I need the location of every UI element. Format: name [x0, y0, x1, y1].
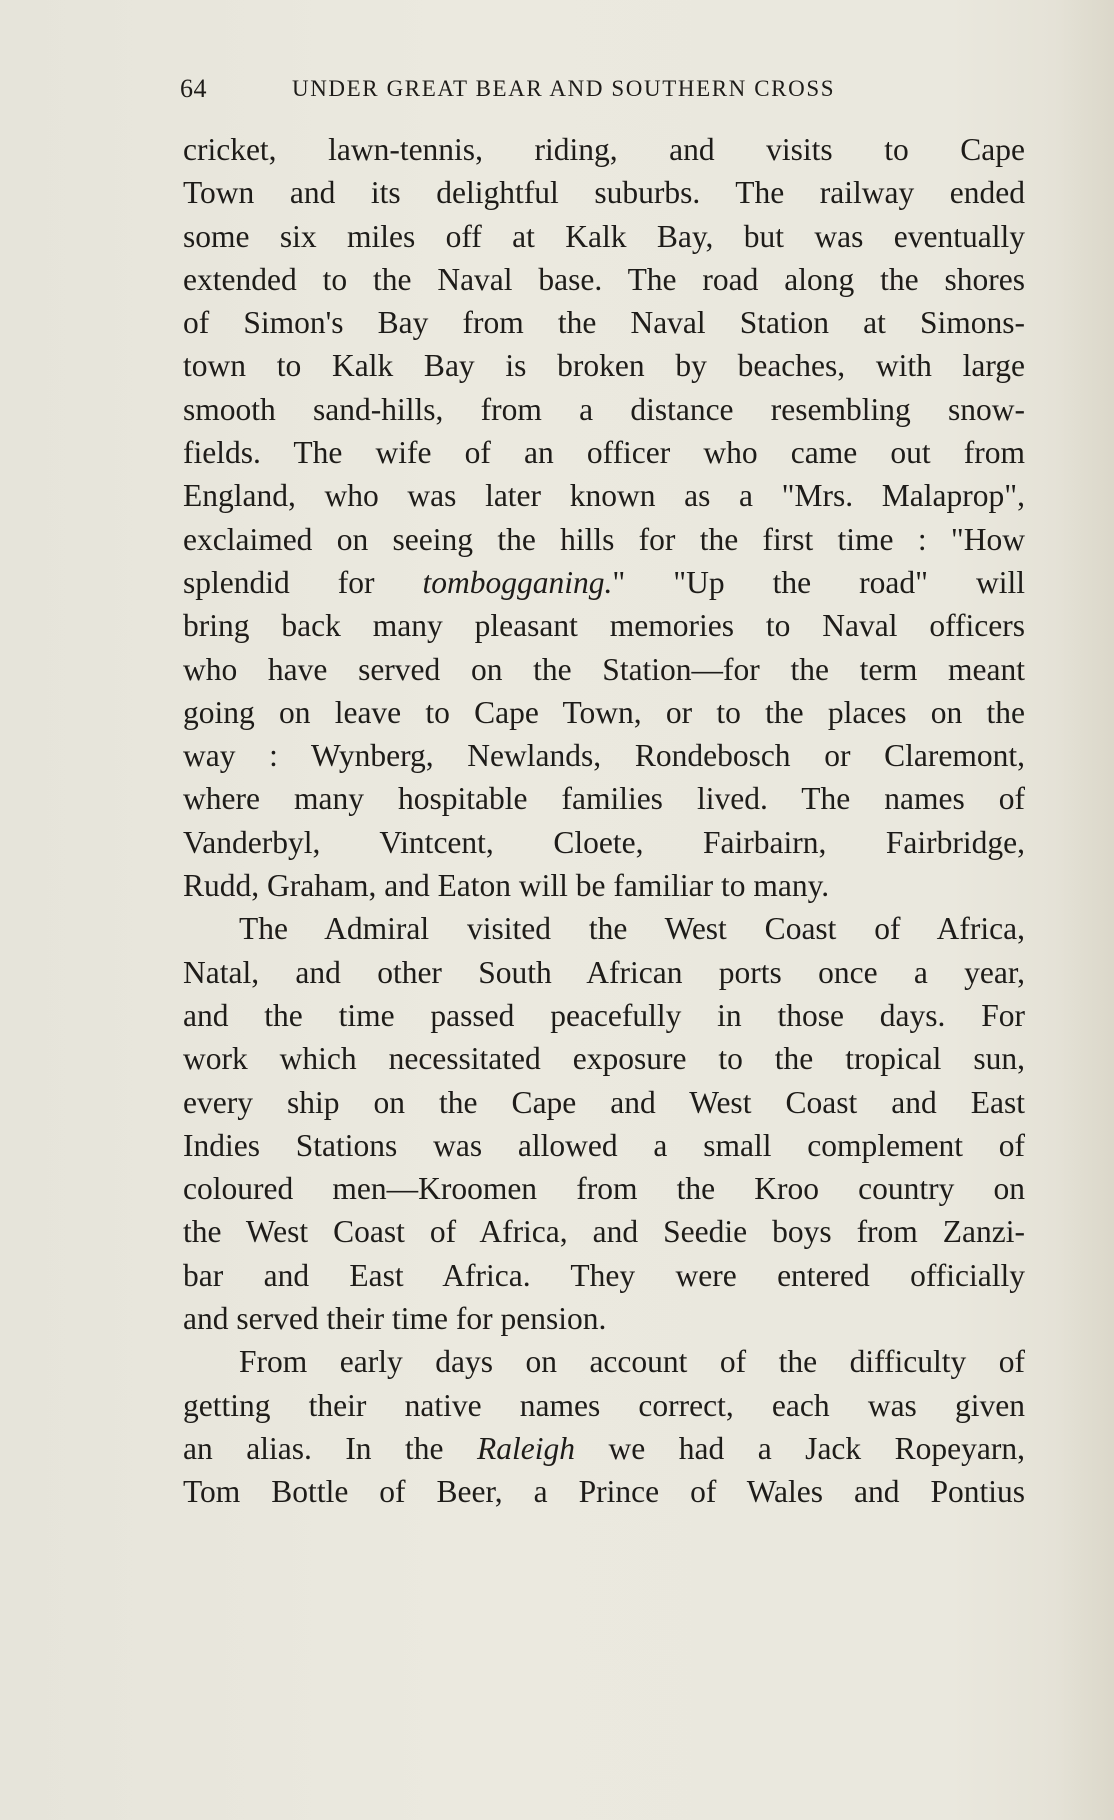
- text-line: every ship on the Cape and West Coast and East: [183, 1084, 1025, 1120]
- text-line: going on leave to Cape Town, or to the places on the: [183, 694, 1025, 730]
- text-segment: " "Up the road" will: [612, 564, 1025, 600]
- text-line: coloured men—Kroomen from the Kroo country on: [183, 1171, 1025, 1207]
- text-line: Natal, and other South African ports once a year,: [183, 954, 1025, 990]
- page-header: [180, 74, 915, 110]
- text-line: Indies Stations was allowed a small complement of: [183, 1127, 1025, 1163]
- text-line: smooth sand-hills, from a distance resembling snow-: [183, 391, 1025, 427]
- text-line: Vanderbyl, Vintcent, Cloete, Fairbairn, Fairbridge,: [183, 824, 1025, 860]
- text-line-mixed: [183, 1427, 1025, 1470]
- text-segment: we had a Jack Ropeyarn,: [575, 1430, 1025, 1466]
- text-line: of Simon's Bay from the Naval Station at Simons-: [183, 305, 1025, 341]
- page-number: 64: [180, 74, 207, 103]
- text-line: Tom Bottle of Beer, a Prince of Wales and Pontius: [183, 1474, 1025, 1510]
- text-line: where many hospitable families lived. The names of: [183, 781, 1025, 817]
- text-line: Rudd, Graham, and Eaton will be familiar to many.: [183, 868, 830, 904]
- paragraph-start-line: The Admiral visited the West Coast of Africa,: [239, 911, 1025, 947]
- page-edge-shading: [1054, 0, 1114, 1820]
- ship-name: Raleigh: [477, 1430, 576, 1466]
- text-line: the West Coast of Africa, and Seedie boys from Zanzi-: [183, 1214, 1025, 1250]
- text-line: England, who was later known as a "Mrs. Malaprop",: [183, 478, 1025, 514]
- text-line: work which necessitated exposure to the tropical sun,: [183, 1041, 1025, 1077]
- text-line: bring back many pleasant memories to Naval officers: [183, 608, 1025, 644]
- text-line: getting their native names correct, each was given: [183, 1387, 1025, 1423]
- text-line: exclaimed on seeing the hills for the first time : "How: [183, 521, 1025, 557]
- text-line: way : Wynberg, Newlands, Rondebosch or Claremont,: [183, 738, 1025, 774]
- body-text: [183, 128, 1025, 1514]
- text-line: Town and its delightful suburbs. The railway ended: [183, 175, 1025, 211]
- text-line: some six miles off at Kalk Bay, but was eventually: [183, 218, 1025, 254]
- text-segment: splendid for: [183, 564, 423, 600]
- text-line: and served their time for pension.: [183, 1301, 607, 1337]
- text-line: cricket, lawn-tennis, riding, and visits to Cape: [183, 132, 1025, 167]
- running-title: UNDER GREAT BEAR AND SOUTHERN CROSS: [292, 76, 836, 101]
- text-line: town to Kalk Bay is broken by beaches, with large: [183, 348, 1025, 384]
- italic-word: tombogganing.: [422, 564, 613, 600]
- text-line: who have served on the Station—for the term meant: [183, 651, 1025, 687]
- paragraph-start-line: From early days on account of the difficulty of: [239, 1344, 1025, 1380]
- text-line: extended to the Naval base. The road along the shores: [183, 261, 1025, 297]
- text-line: bar and East Africa. They were entered officially: [183, 1257, 1025, 1293]
- text-line: and the time passed peacefully in those days. For: [183, 997, 1025, 1033]
- text-segment: an alias. In the: [183, 1430, 478, 1466]
- text-line-mixed: [183, 561, 1025, 604]
- text-line: fields. The wife of an officer who came out from: [183, 435, 1025, 471]
